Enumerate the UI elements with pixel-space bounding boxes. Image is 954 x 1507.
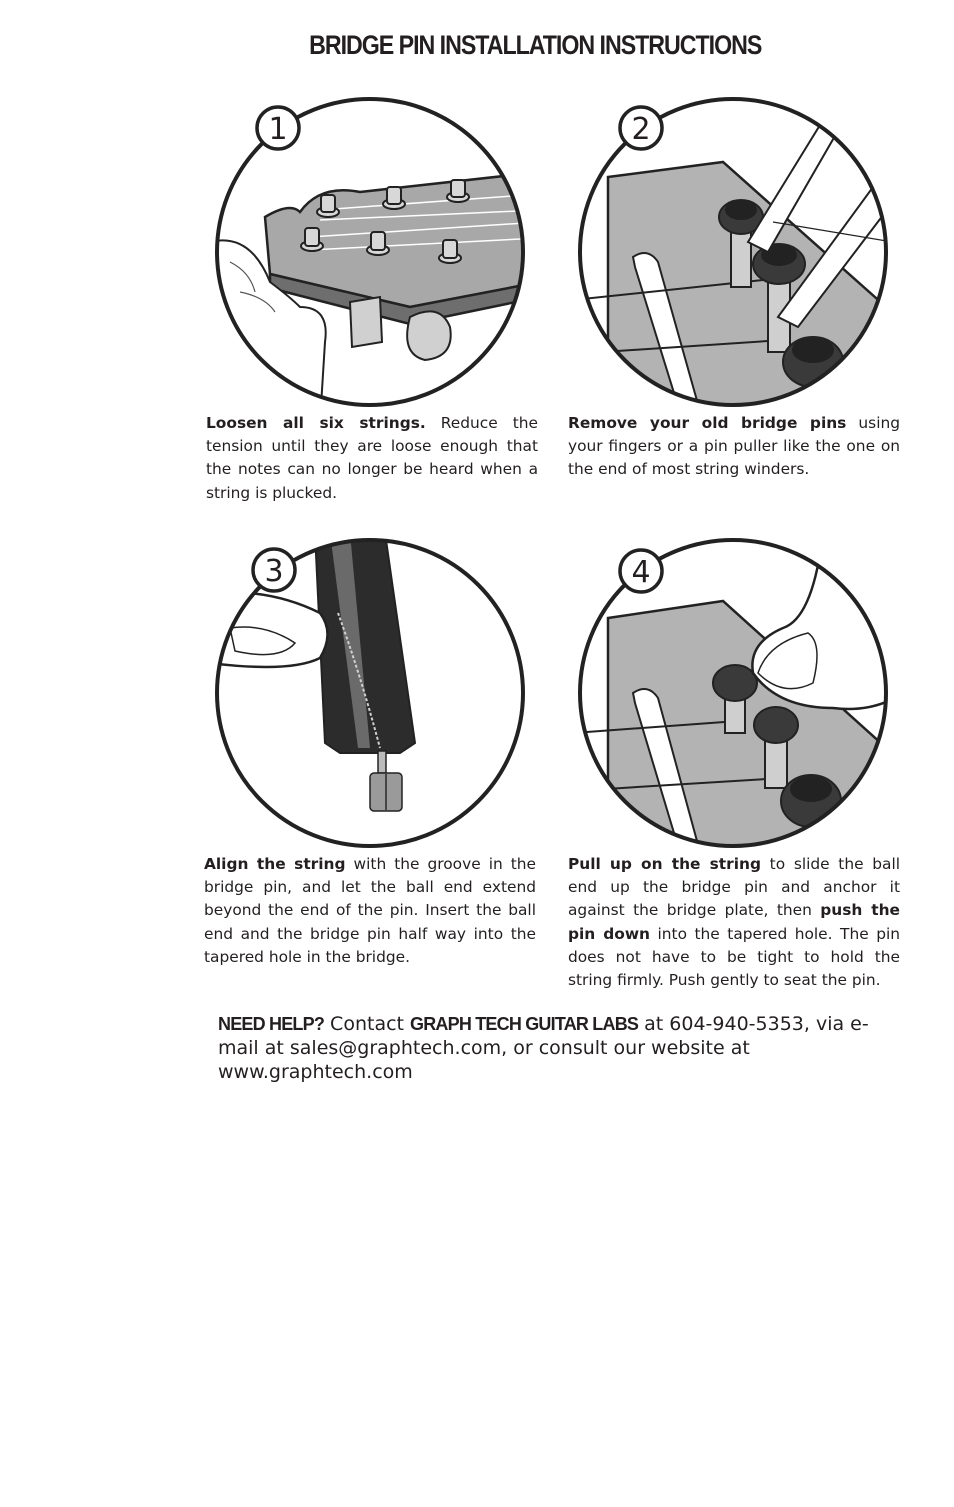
step-4-heading-2: push the pin down [568,901,900,943]
bridge-pin-removal-illustration [573,92,893,412]
help-contact [218,1012,898,1084]
step-2-heading: Remove your old bridge pins [568,414,847,432]
step-3-text: with the groove in the bridge pin, and let the ball end extend beyond the end of the pin. Insert the ball end and the bridge pin half way into the tapered hole in the bridge. [204,855,537,966]
step-2-illustration [573,92,893,412]
step-4-caption [568,853,900,992]
step-1-number: 1 [268,112,288,147]
pin-seating-illustration [573,533,893,853]
string-alignment-illustration [210,533,530,853]
help-text-2: at 604-940-5353, via e-mail at sales@graphtech.com, or consult our website at www.graphtech.com [218,1013,869,1083]
step-1-illustration [210,92,530,412]
step-4-text-2: into the tapered hole. The pin does not have to be tight to hold the string firmly. Push gently to seat the pin. [568,924,900,990]
company-name: GRAPH TECH GUITAR LABS [410,1014,639,1034]
headstock-illustration [210,92,530,412]
step-4-illustration [573,533,893,853]
step-2-text: using your fingers or a pin puller like the one on the end of most string winders. [568,414,900,479]
help-text-1: Contact [324,1013,411,1035]
step-1-caption [206,412,538,505]
step-4-number: 4 [631,555,651,590]
step-4-heading: Pull up on the string [568,855,761,873]
step-1-heading: Loosen all six strings. [206,414,426,432]
step-2-number: 2 [631,112,651,147]
step-3-heading: Align the string [204,855,346,873]
step-3-caption [204,853,536,969]
page-title: BRIDGE PIN INSTALLATION INSTRUCTIONS [309,30,762,60]
step-3-number: 3 [264,554,284,589]
step-2-caption [568,412,900,482]
help-label: NEED HELP? [218,1014,325,1034]
step-3-illustration [210,533,530,853]
step-1-text: Reduce the tension until they are loose enough that the notes can no longer be heard when a string is plucked. [206,414,538,502]
step-4-text: to slide the ball end up the bridge pin and anchor it against the bridge plate, then [568,855,900,920]
